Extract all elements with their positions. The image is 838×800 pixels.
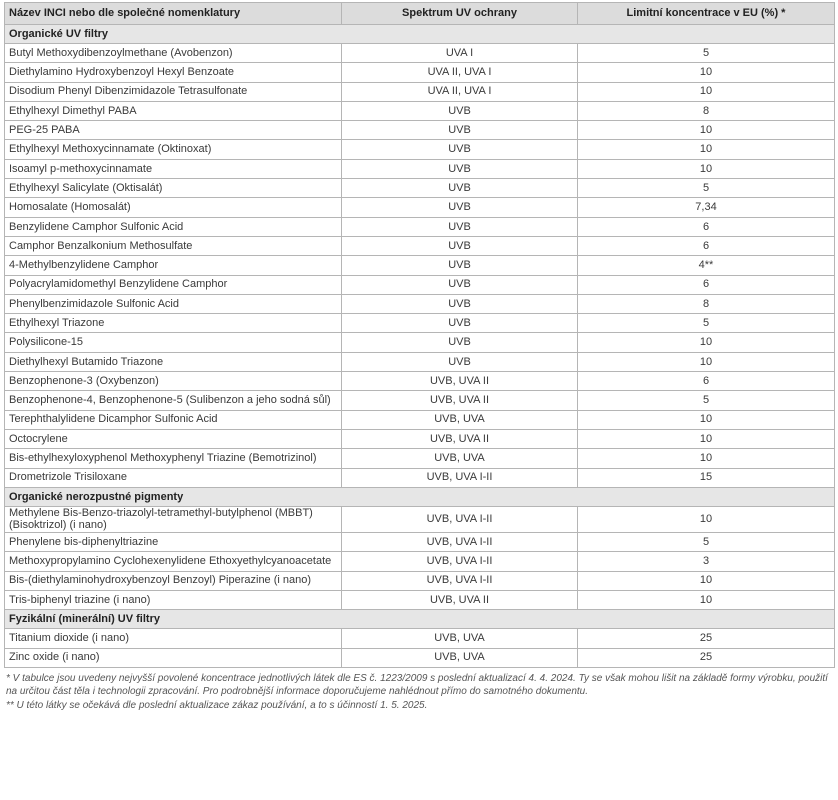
cell-limit: 25 — [578, 629, 835, 648]
cell-spectrum: UVB — [342, 333, 578, 352]
cell-limit: 8 — [578, 101, 835, 120]
cell-spectrum: UVB — [342, 294, 578, 313]
table-row — [5, 159, 835, 178]
cell-name: Ethylhexyl Triazone — [5, 314, 342, 333]
footnote-1: * V tabulce jsou uvedeny nejvyšší povolené koncentrace jednotlivých látek dle ES č. 1223/2009 s poslední aktualizací 4. 4. 2024. Ty se však mohou lišit na základě formy výrobku, použití na určitou část těla i technologii zpracování. Pro podrobnější informace doporučujeme nahlédnout přímo do samotného dokumentu. — [6, 672, 828, 698]
cell-limit: 6 — [578, 217, 835, 236]
cell-name: Homosalate (Homosalát) — [5, 198, 342, 217]
table-row — [5, 314, 835, 333]
table-row — [5, 294, 835, 313]
table-row — [5, 372, 835, 391]
table-row — [5, 63, 835, 82]
table-row — [5, 236, 835, 255]
cell-spectrum: UVB, UVA I-II — [342, 468, 578, 487]
cell-name: Terephthalylidene Dicamphor Sulfonic Acid — [5, 410, 342, 429]
cell-limit: 6 — [578, 372, 835, 391]
cell-limit: 10 — [578, 140, 835, 159]
cell-spectrum: UVB — [342, 256, 578, 275]
cell-limit: 10 — [578, 352, 835, 371]
cell-limit: 10 — [578, 571, 835, 590]
cell-name: Diethylhexyl Butamido Triazone — [5, 352, 342, 371]
cell-name: Ethylhexyl Salicylate (Oktisalát) — [5, 179, 342, 198]
table-row — [5, 429, 835, 448]
table-body — [5, 25, 835, 668]
cell-name: 4-Methylbenzylidene Camphor — [5, 256, 342, 275]
cell-limit: 25 — [578, 648, 835, 667]
cell-spectrum: UVB — [342, 314, 578, 333]
cell-name: Polysilicone-15 — [5, 333, 342, 352]
table-row — [5, 140, 835, 159]
cell-name: Polyacrylamidomethyl Benzylidene Camphor — [5, 275, 342, 294]
cell-name: Isoamyl p-methoxycinnamate — [5, 159, 342, 178]
cell-spectrum: UVA II, UVA I — [342, 63, 578, 82]
cell-limit: 3 — [578, 552, 835, 571]
cell-limit: 4** — [578, 256, 835, 275]
cell-spectrum: UVB, UVA — [342, 648, 578, 667]
section-header-row — [5, 610, 835, 629]
cell-name: Camphor Benzalkonium Methosulfate — [5, 236, 342, 255]
cell-name: Methoxypropylamino Cyclohexenylidene Ethoxyethylcyanoacetate — [5, 552, 342, 571]
cell-limit: 5 — [578, 179, 835, 198]
table-row — [5, 533, 835, 552]
cell-limit: 5 — [578, 391, 835, 410]
table-row — [5, 629, 835, 648]
cell-name: Diethylamino Hydroxybenzoyl Hexyl Benzoate — [5, 63, 342, 82]
cell-name: Octocrylene — [5, 429, 342, 448]
cell-limit: 5 — [578, 44, 835, 63]
cell-limit: 5 — [578, 533, 835, 552]
cell-limit: 10 — [578, 590, 835, 609]
table-row — [5, 82, 835, 101]
cell-spectrum: UVB, UVA — [342, 449, 578, 468]
table-row — [5, 449, 835, 468]
cell-name: Bis-ethylhexyloxyphenol Methoxyphenyl Triazine (Bemotrizinol) — [5, 449, 342, 468]
cell-limit: 6 — [578, 236, 835, 255]
cell-limit: 10 — [578, 82, 835, 101]
table-row — [5, 410, 835, 429]
table-row — [5, 101, 835, 120]
table-row — [5, 552, 835, 571]
footnotes — [4, 672, 832, 713]
cell-name: Ethylhexyl Methoxycinnamate (Oktinoxat) — [5, 140, 342, 159]
cell-spectrum: UVB — [342, 217, 578, 236]
table-row — [5, 571, 835, 590]
table-row — [5, 44, 835, 63]
cell-name: Ethylhexyl Dimethyl PABA — [5, 101, 342, 120]
table-row — [5, 275, 835, 294]
uv-filter-table — [4, 2, 835, 668]
cell-name: Disodium Phenyl Dibenzimidazole Tetrasulfonate — [5, 82, 342, 101]
cell-spectrum: UVB, UVA I-II — [342, 533, 578, 552]
cell-spectrum: UVB, UVA — [342, 410, 578, 429]
cell-limit: 5 — [578, 314, 835, 333]
cell-spectrum: UVB — [342, 159, 578, 178]
table-row — [5, 590, 835, 609]
cell-limit: 10 — [578, 410, 835, 429]
cell-limit: 10 — [578, 159, 835, 178]
table-header-row — [5, 3, 835, 25]
table-row — [5, 179, 835, 198]
table-row — [5, 506, 835, 532]
cell-limit: 6 — [578, 275, 835, 294]
cell-limit: 10 — [578, 449, 835, 468]
footnote-2: ** U této látky se očekává dle poslední aktualizace zákaz používání, a to s účinností 1. 5. 2025. — [6, 699, 428, 711]
cell-spectrum: UVB, UVA I-II — [342, 506, 578, 532]
cell-limit: 8 — [578, 294, 835, 313]
cell-spectrum: UVB, UVA II — [342, 391, 578, 410]
cell-name: Benzophenone-4, Benzophenone-5 (Sulibenzon a jeho sodná sůl) — [5, 391, 342, 410]
cell-spectrum: UVB, UVA II — [342, 372, 578, 391]
cell-limit: 10 — [578, 63, 835, 82]
section-header-row — [5, 487, 835, 506]
cell-spectrum: UVB — [342, 236, 578, 255]
cell-spectrum: UVB — [342, 121, 578, 140]
cell-name: Phenylene bis-diphenyltriazine — [5, 533, 342, 552]
cell-name: Titanium dioxide (i nano) — [5, 629, 342, 648]
cell-limit: 15 — [578, 468, 835, 487]
cell-spectrum: UVB, UVA I-II — [342, 552, 578, 571]
table-row — [5, 648, 835, 667]
cell-spectrum: UVA II, UVA I — [342, 82, 578, 101]
cell-name: PEG-25 PABA — [5, 121, 342, 140]
cell-spectrum: UVB, UVA II — [342, 429, 578, 448]
cell-name: Drometrizole Trisiloxane — [5, 468, 342, 487]
cell-name: Benzophenone-3 (Oxybenzon) — [5, 372, 342, 391]
cell-name: Butyl Methoxydibenzoylmethane (Avobenzon) — [5, 44, 342, 63]
section-title: Fyzikální (minerální) UV filtry — [5, 610, 835, 629]
table-row — [5, 333, 835, 352]
cell-spectrum: UVB, UVA I-II — [342, 571, 578, 590]
cell-limit: 10 — [578, 333, 835, 352]
cell-spectrum: UVB — [342, 179, 578, 198]
table-row — [5, 352, 835, 371]
cell-limit: 7,34 — [578, 198, 835, 217]
cell-spectrum: UVB — [342, 140, 578, 159]
table-row — [5, 198, 835, 217]
cell-limit: 10 — [578, 506, 835, 532]
cell-spectrum: UVB, UVA II — [342, 590, 578, 609]
table-row — [5, 217, 835, 236]
cell-name: Phenylbenzimidazole Sulfonic Acid — [5, 294, 342, 313]
cell-name: Benzylidene Camphor Sulfonic Acid — [5, 217, 342, 236]
cell-spectrum: UVB — [342, 101, 578, 120]
cell-spectrum: UVB, UVA — [342, 629, 578, 648]
cell-name: Tris-biphenyl triazine (i nano) — [5, 590, 342, 609]
cell-limit: 10 — [578, 121, 835, 140]
uv-filter-table-container — [4, 2, 834, 712]
header-name: Název INCI nebo dle společné nomenklatury — [5, 3, 342, 25]
cell-name: Bis-(diethylaminohydroxybenzoyl Benzoyl) Piperazine (i nano) — [5, 571, 342, 590]
cell-spectrum: UVB — [342, 198, 578, 217]
cell-spectrum: UVB — [342, 275, 578, 294]
table-row — [5, 391, 835, 410]
cell-name: Zinc oxide (i nano) — [5, 648, 342, 667]
cell-spectrum: UVB — [342, 352, 578, 371]
cell-name: Methylene Bis-Benzo-triazolyl-tetramethyl-butylphenol (MBBT) (Bisoktrizol) (i nano) — [5, 506, 342, 532]
table-row — [5, 468, 835, 487]
section-title: Organické UV filtry — [5, 25, 835, 44]
cell-spectrum: UVA I — [342, 44, 578, 63]
table-row — [5, 256, 835, 275]
header-limit: Limitní koncentrace v EU (%) * — [578, 3, 835, 25]
section-header-row — [5, 25, 835, 44]
header-spectrum: Spektrum UV ochrany — [342, 3, 578, 25]
table-row — [5, 121, 835, 140]
section-title: Organické nerozpustné pigmenty — [5, 487, 835, 506]
cell-limit: 10 — [578, 429, 835, 448]
